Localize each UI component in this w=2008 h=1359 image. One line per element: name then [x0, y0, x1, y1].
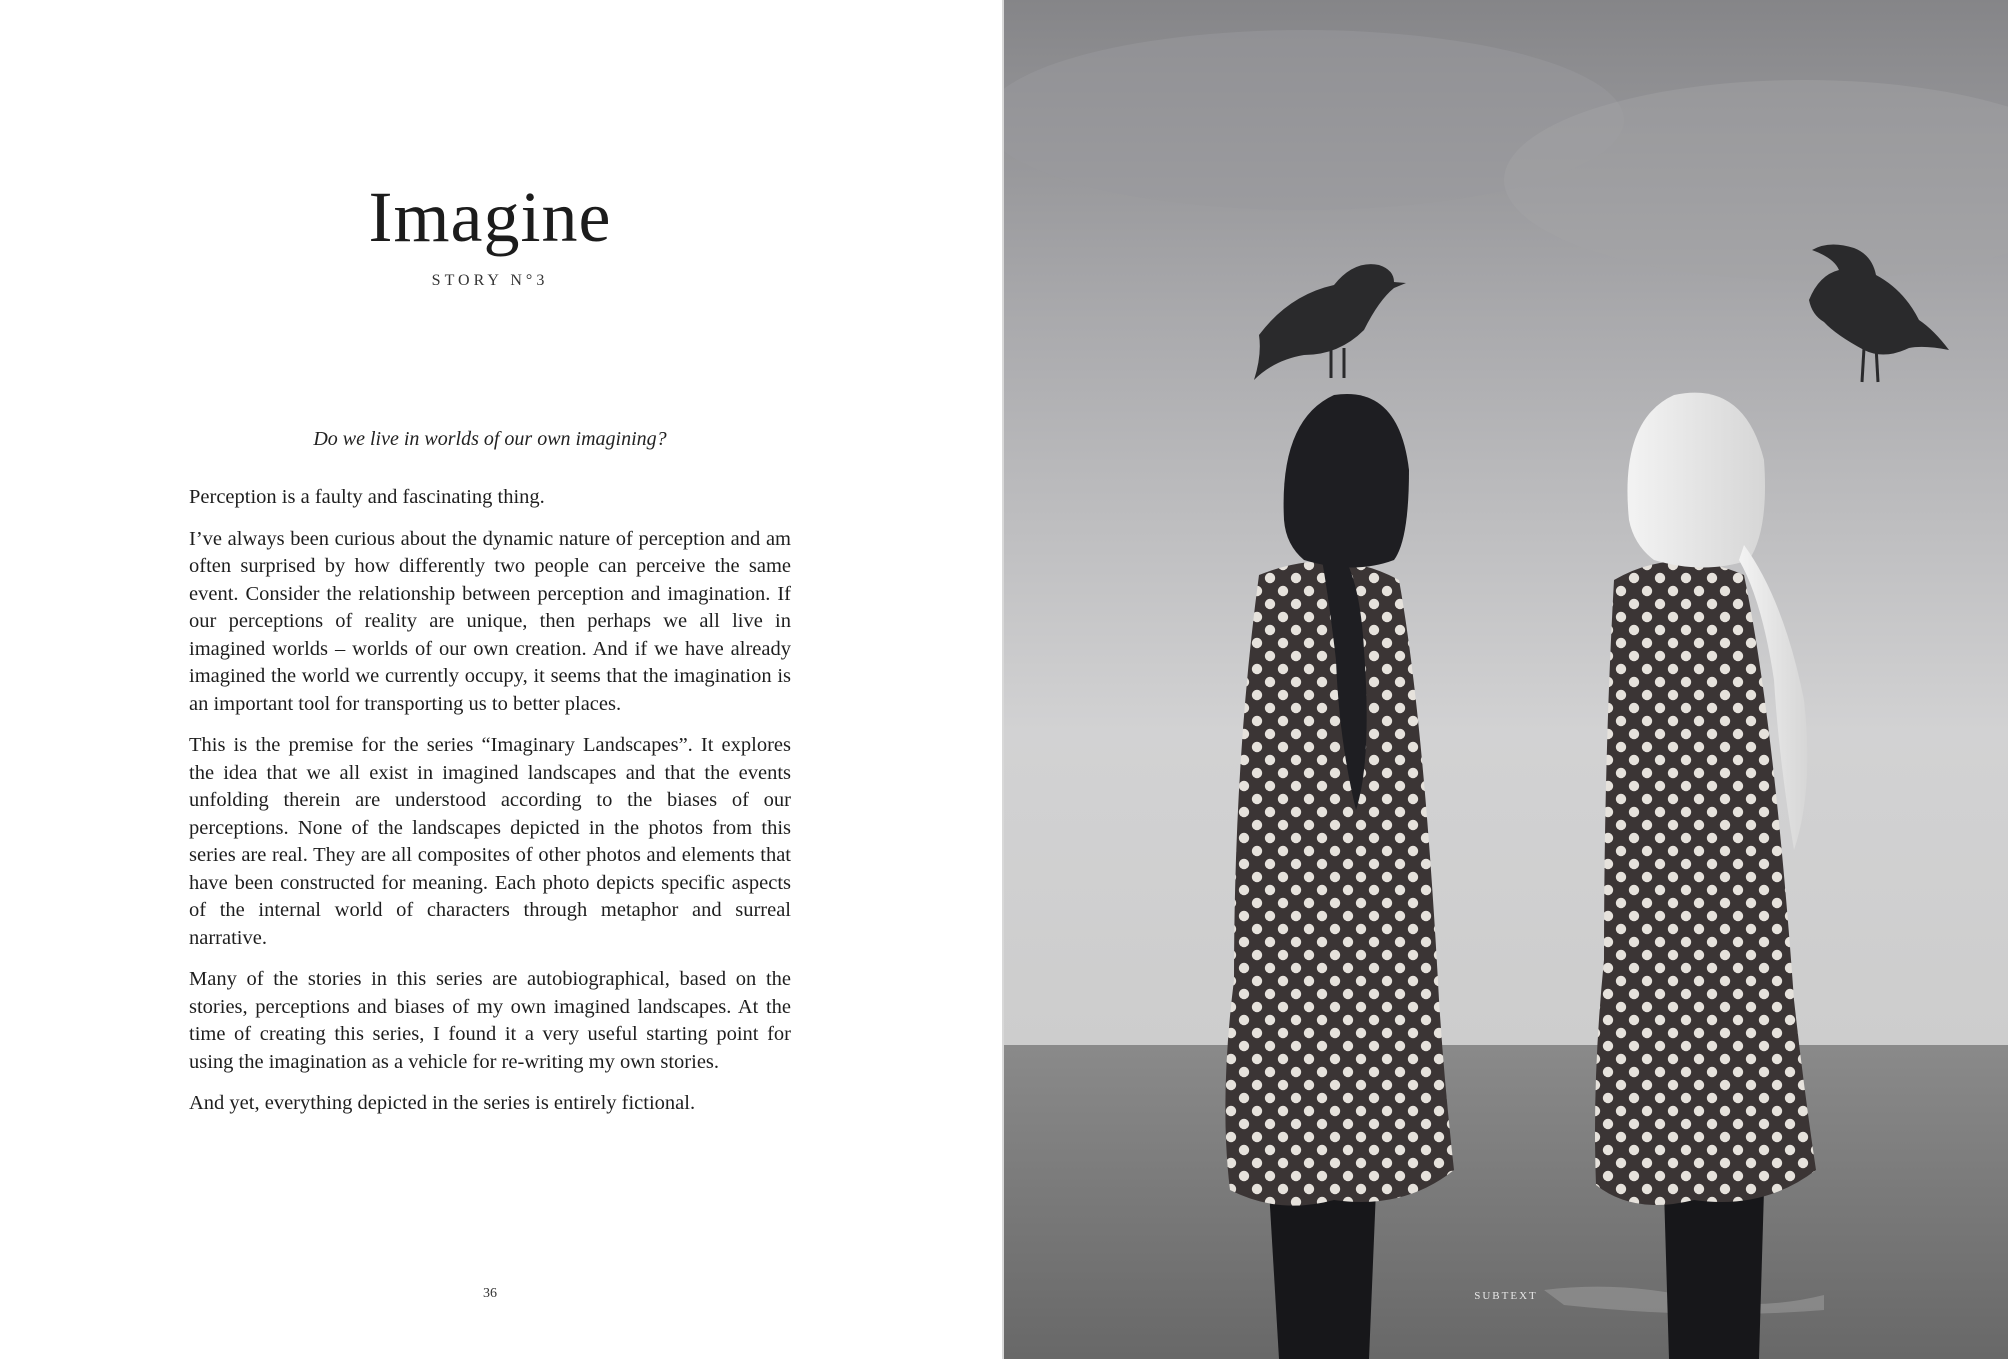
epigraph-question: Do we live in worlds of our own imagining?: [313, 428, 667, 450]
paragraph: I’ve always been curious about the dynamic nature of perception and am often surprised by how differently two people can perceive the same event. Consider the relationship between perception and imagination. If our perceptions of reality are unique, then perhaps we all live in imagined worlds – worlds of our own creation. And if we have already imagined the world we currently occupy, it seems that the imagination is an important tool for transporting us to better places.: [189, 527, 791, 715]
body-text: [189, 484, 791, 1132]
paragraph: And yet, everything depicted in the series is entirely fictional.: [189, 1092, 696, 1114]
two-figures-with-crows-photo: [1004, 0, 2008, 1359]
page-title: Imagine: [368, 177, 612, 257]
photo-caption: SUBTEXT: [1474, 1290, 1538, 1302]
page-number: 36: [483, 1286, 497, 1301]
ground: [1004, 1045, 2008, 1359]
paragraph: Many of the stories in this series are autobiographical, based on the stories, perceptions and biases of my own imagined landscapes. At the time of creating this series, I found it a very useful starting point for using the imagination as a vehicle for re-writing my own stories.: [189, 968, 791, 1073]
paragraph: Perception is a faulty and fascinating thing.: [189, 486, 545, 508]
story-number-label: STORY N°3: [431, 272, 549, 289]
photo-page: [1004, 0, 2008, 1359]
paragraph: This is the premise for the series “Imaginary Landscapes”. It explores the idea that we all exist in imagined landscapes and that the events unfolding therein are understood according to the biases of our perceptions. None of the landscapes depicted in the photos from this series are real. They are all composites of other photos and elements that have been constructed for meaning. Each photo depicts specific aspects of the internal world of characters through metaphor and surreal narrative.: [189, 734, 791, 949]
